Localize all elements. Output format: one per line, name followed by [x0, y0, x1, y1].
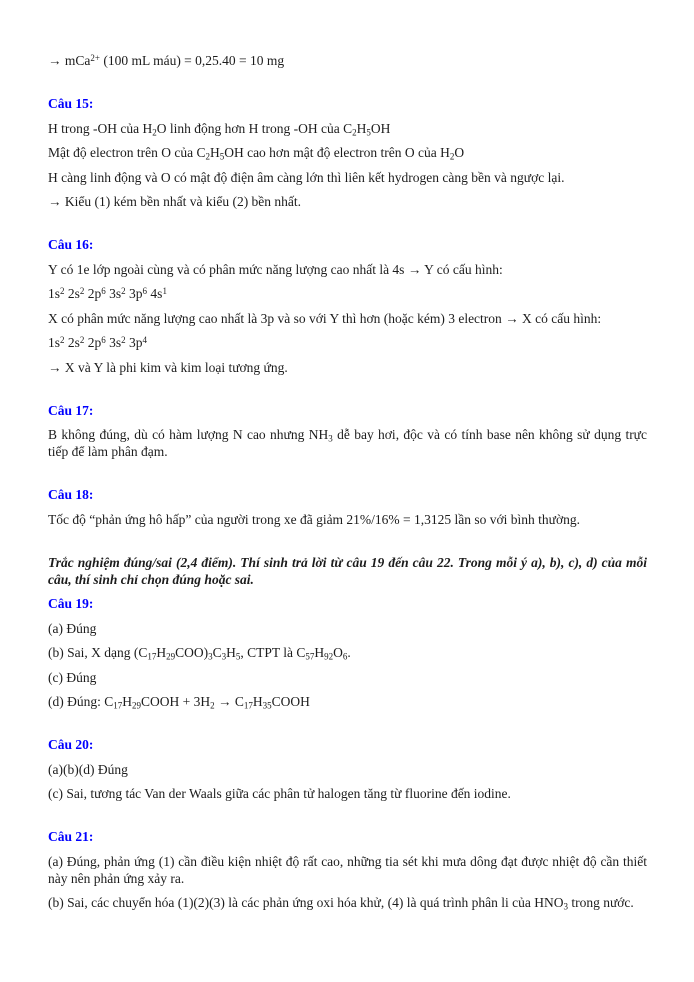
- superscript-text: 4: [142, 335, 148, 345]
- text-run: (c) Sai, tương tác Van der Waals giữa các phân tử halogen tăng từ fluorine đến iodine.: [48, 786, 511, 801]
- text-run: (a)(b)(d) Đúng: [48, 761, 128, 777]
- text-run: → X và Y là phi kim và kim loại tương ứng.: [48, 359, 288, 375]
- paragraph: [48, 310, 647, 327]
- superscript-text: 2: [60, 335, 65, 345]
- text-run: → Kiểu (1) kém bền nhất và kiểu (2) bền nhất.: [48, 194, 302, 209]
- subscript-text: 5: [219, 151, 225, 162]
- paragraph: [48, 853, 647, 887]
- subscript-text: 3: [563, 901, 568, 912]
- question-heading: [48, 95, 647, 112]
- subscript-text: 2: [449, 151, 455, 162]
- paragraph: [48, 120, 647, 137]
- text-run: 1s: [48, 286, 61, 301]
- text-run: C: [212, 645, 222, 660]
- subscript-text: 2: [152, 127, 157, 137]
- text-run: H: [252, 694, 263, 709]
- text-run: dễ bay hơi, độc và có tính base nên không sử dụng trực tiếp để làm phân đạm.: [48, 427, 647, 459]
- subscript-text: 92: [324, 651, 334, 662]
- text-run: , CTPT là C: [240, 645, 306, 660]
- text-run: OH cao hơn mật độ electron trên O của H: [224, 145, 450, 160]
- subscript-text: 29: [132, 700, 141, 711]
- paragraph: [48, 426, 647, 460]
- text-run: H trong -OH của H: [48, 120, 153, 136]
- superscript-text: 2: [121, 286, 126, 296]
- subscript-text: 2: [352, 127, 357, 137]
- text-run: → C: [214, 694, 244, 709]
- text-run: Mật độ electron trên O của C: [48, 145, 206, 160]
- superscript-text: 2: [79, 335, 85, 345]
- question-heading: [48, 595, 647, 612]
- subscript-text: 29: [166, 651, 176, 662]
- subscript-text: 35: [262, 700, 272, 711]
- text-run: O: [333, 645, 343, 660]
- text-run: 3s: [105, 335, 122, 350]
- text-run: 2p: [84, 286, 102, 301]
- text-run: 3p: [125, 335, 143, 350]
- paragraph: [48, 285, 647, 302]
- subscript-text: 5: [235, 651, 241, 662]
- subscript-text: 17: [243, 700, 253, 711]
- text-run: trong nước.: [567, 895, 634, 910]
- text-run: Câu 17:: [48, 402, 94, 418]
- text-run: 1s: [48, 335, 61, 350]
- text-run: H càng linh động và O có mật độ điện âm càng lớn thì liên kết hydrogen càng bền và ngược lại.: [48, 169, 565, 185]
- paragraph: [48, 644, 647, 661]
- text-run: H: [356, 120, 367, 136]
- text-run: COO): [175, 645, 209, 660]
- paragraph: [48, 669, 647, 686]
- superscript-text: 2: [121, 335, 126, 345]
- text-run: (c) Đúng: [48, 669, 97, 685]
- text-run: H: [314, 645, 325, 660]
- text-run: COOH: [271, 694, 310, 709]
- subscript-text: 3: [208, 651, 213, 662]
- paragraph: [48, 761, 647, 778]
- text-run: X có phân mức năng lượng cao nhất là 3p và so với Y thì hơn (hoặc kém) 3 electron → X có cấu hình:: [48, 310, 602, 326]
- text-run: H: [226, 645, 236, 660]
- text-run: 3s: [105, 286, 122, 301]
- subscript-text: 17: [147, 651, 157, 662]
- text-run: Câu 18:: [48, 487, 94, 502]
- superscript-text: 6: [142, 286, 148, 296]
- text-run: (a) Đúng, phản ứng (1) cần điều kiện nhiệt độ rất cao, những tia sét khi mưa dông đạt được nhiệt độ cần thiết này nên phản ứng xảy ra.: [48, 853, 647, 886]
- subscript-text: 3: [221, 651, 227, 662]
- text-run: (d) Đúng: C: [48, 694, 114, 709]
- text-run: B không đúng, dù có hàm lượng N cao nhưng NH: [48, 427, 329, 442]
- question-heading: [48, 402, 647, 419]
- subscript-text: 2: [210, 700, 215, 711]
- paragraph: [48, 261, 647, 278]
- text-run: H: [209, 145, 220, 160]
- text-run: Câu 16:: [48, 237, 94, 252]
- paragraph: [48, 894, 647, 911]
- text-run: O linh động hơn H trong -OH của C: [156, 120, 353, 136]
- text-run: Câu 20:: [48, 737, 94, 752]
- question-heading: [48, 736, 647, 753]
- text-run: 3p: [125, 286, 143, 301]
- text-run: (b) Sai, các chuyển hóa (1)(2)(3) là các phản ứng oxi hóa khử, (4) là quá trình phân li của HNO: [48, 895, 564, 910]
- text-run: Trắc nghiệm đúng/sai (2,4 điểm). Thí sinh trả lời từ câu 19 đến câu 22. Trong mỗi ý a), b), c), d) của mỗi câu, thí sinh chỉ chọn đúng hoặc sai.: [48, 554, 647, 587]
- paragraph: [48, 334, 647, 351]
- subscript-text: 5: [366, 127, 371, 137]
- text-run: COOH + 3H: [141, 694, 211, 709]
- text-run: Câu 21:: [48, 829, 94, 844]
- text-run: (b) Sai, X dạng (C: [48, 645, 148, 660]
- paragraph: [48, 144, 647, 161]
- text-run: 2s: [64, 286, 80, 301]
- text-run: H: [122, 694, 132, 709]
- text-run: 2s: [64, 335, 80, 350]
- text-run: OH: [370, 120, 391, 136]
- subscript-text: 17: [113, 700, 123, 711]
- paragraph: [48, 693, 647, 710]
- paragraph: [48, 193, 647, 210]
- text-run: Y có 1e lớp ngoài cùng và có phân mức năng lượng cao nhất là 4s → Y có cấu hình:: [48, 261, 503, 277]
- text-run: 4s: [147, 286, 163, 301]
- paragraph: [48, 359, 647, 376]
- subscript-text: 6: [342, 651, 348, 662]
- text-run: Tốc độ “phản ứng hô hấp” của người trong xe đã giảm 21%/16% = 1,3125 lần so với bình thường.: [48, 511, 581, 527]
- question-heading: [48, 236, 647, 253]
- text-run: (a) Đúng: [48, 620, 97, 636]
- superscript-text: 1: [162, 286, 167, 296]
- superscript-text: 6: [101, 335, 106, 345]
- superscript-text: 6: [101, 286, 106, 296]
- superscript-text: 2+: [90, 53, 100, 63]
- subscript-text: 3: [328, 433, 333, 444]
- question-heading: [48, 486, 647, 503]
- paragraph: [48, 785, 647, 802]
- text-run: H: [156, 645, 167, 660]
- question-heading: [48, 828, 647, 845]
- paragraph: [48, 620, 647, 637]
- text-run: O: [454, 145, 465, 160]
- superscript-text: 2: [79, 286, 85, 296]
- text-run: (100 mL máu) = 0,25.40 = 10 mg: [99, 53, 285, 68]
- superscript-text: 2: [60, 286, 65, 296]
- text-run: Câu 19:: [48, 596, 94, 611]
- paragraph: [48, 169, 647, 186]
- text-run: .: [347, 645, 351, 660]
- subscript-text: 57: [305, 651, 315, 662]
- paragraph: [48, 52, 647, 69]
- paragraph: [48, 511, 647, 528]
- text-run: 2p: [84, 335, 102, 350]
- subscript-text: 2: [205, 151, 210, 162]
- instruction-note: [48, 554, 647, 588]
- text-run: → mCa: [48, 53, 91, 68]
- text-run: Câu 15:: [48, 96, 94, 111]
